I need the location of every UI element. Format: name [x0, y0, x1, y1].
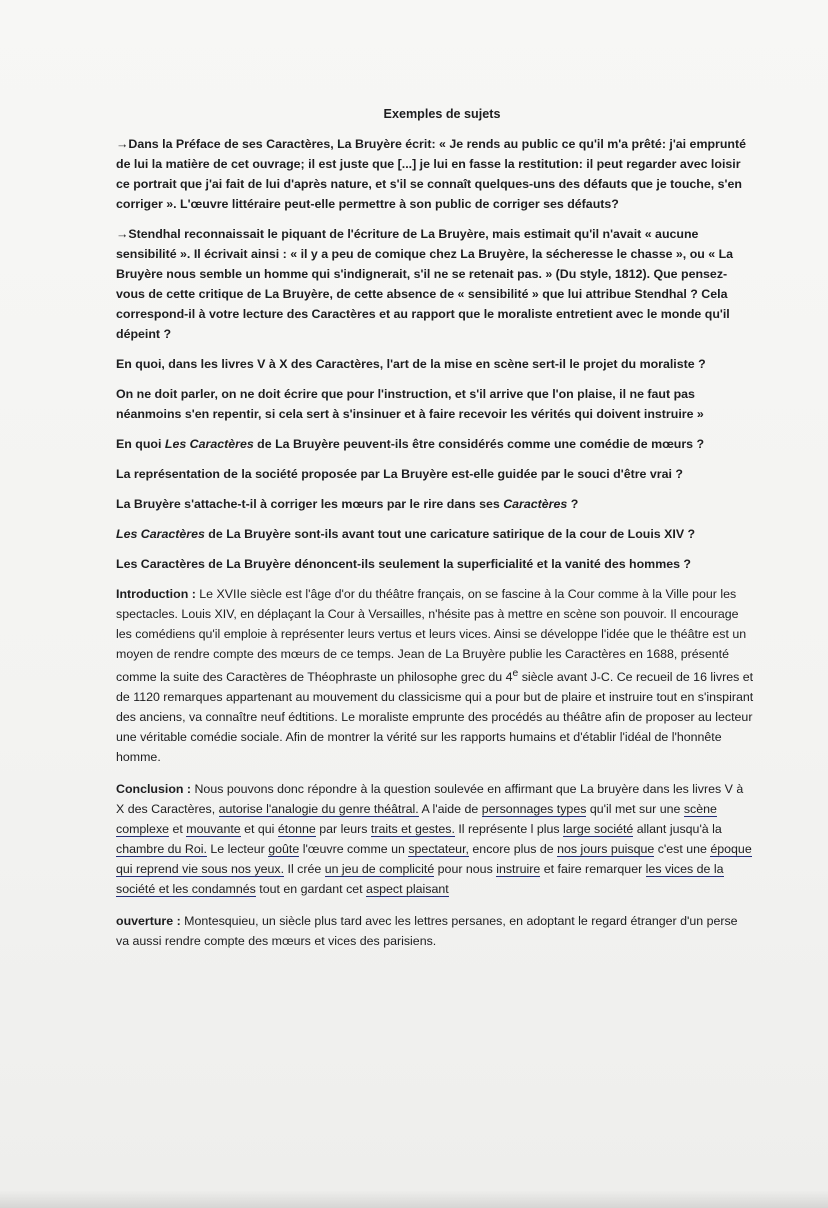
pen-underline: chambre du Roi.: [116, 842, 207, 857]
conclusion-paragraph: Conclusion : Nous pouvons donc répondre à la question soulevée en affirmant que La bruyère dans les livres V à X des Caractères, autorise l'analogie du genre théâtral. A l'aide de personnages types qu'il met sur une scène complexe et mouvante et qui étonne par leurs traits et gestes. Il représente l plus large société allant jusqu'à la chambre du Roi. Le lecteur goûte l'œuvre comme un spectateur, encore plus de nos jours puisque c'est une époque qui reprend vie sous nos yeux. Il crée un jeu de complicité pour nous instruire et faire remarquer les vices de la société et les condamnés tout en gardant cet aspect plaisant: [116, 782, 752, 897]
subject-5: En quoi Les Caractères de La Bruyère peuvent-ils être considérés comme une comédie de mœurs ?: [116, 437, 705, 451]
subject-7: La Bruyère s'attache-t-il à corriger les mœurs par le rire dans ses Caractères ?: [116, 497, 579, 511]
pen-underline: spectateur,: [408, 842, 469, 857]
arrow-icon: →: [116, 227, 129, 241]
pen-underline: un jeu de complicité: [324, 862, 435, 877]
pen-underline: personnages types: [481, 802, 587, 817]
pen-underline: mouvante: [186, 822, 241, 837]
pen-underline: large société: [563, 822, 634, 837]
pen-underline: instruire: [496, 862, 541, 877]
conclusion-label: Conclusion :: [116, 782, 192, 797]
introduction-label: Introduction :: [116, 587, 196, 601]
pen-underline: époque qui reprend vie sous nos yeux.: [116, 842, 752, 877]
subject-4: On ne doit parler, on ne doit écrire que pour l'instruction, et s'il arrive que l'on plaise, il ne faut pas néanmoins s'en repentir, si cela sert à s'insinuer et à faire recevoir les vérités qui doivent instruire »: [116, 387, 704, 421]
pen-underline: scène complexe: [116, 802, 717, 837]
pen-underline: étonne: [277, 822, 316, 837]
page-title: Exemples de sujets: [383, 107, 501, 121]
ouverture-label: ouverture :: [116, 914, 181, 929]
document-body: [116, 104, 754, 963]
ouverture-paragraph: ouverture : Montesquieu, un siècle plus tard avec les lettres persanes, en adoptant le regard étranger d'un perse va aussi rendre compte des mœurs et vices des parisiens.: [116, 914, 738, 949]
subject-9: Les Caractères de La Bruyère dénoncent-ils seulement la superficialité et la vanité des hommes ?: [116, 557, 692, 571]
pen-underline: autorise l'analogie du genre théâtral.: [218, 802, 419, 817]
pen-underline: les vices de la société et les condamnés: [116, 862, 724, 897]
arrow-icon: →: [116, 137, 129, 151]
subject-6: La représentation de la société proposée par La Bruyère est-elle guidée par le souci d'être vrai ?: [116, 467, 683, 481]
subject-2: →Stendhal reconnaissait le piquant de l'écriture de La Bruyère, mais estimait qu'il n'avait « aucune sensibilité ». Il écrivait ainsi : « il y a peu de comique chez La Bruyère, la sécheresse le chasse », ou « La Bruyère nous semble un homme qui s'indignerait, s'il ne se retenait pas. » (Du style, 1812). Que pensez-vous de cette critique de La Bruyère, de cette absence de « sensibilité » que lui attribue Stendhal ? Cela correspond-il à votre lecture des Caractères et au rapport que le moraliste entretient avec le monde qu'il dépeint ?: [116, 227, 734, 341]
pen-underline: goûte: [268, 842, 300, 857]
pen-underline: nos jours puisque: [557, 842, 655, 857]
pen-underline: aspect plaisant: [366, 882, 449, 897]
introduction-paragraph: Introduction : Le XVIIe siècle est l'âge d'or du théâtre français, on se fascine à la Cour comme à la Ville pour les spectacles. Louis XIV, en déplaçant la Cour à Versailles, n'hésite pas à mettre en scène son pouvoir. Il encourage les comédiens qu'il emploie à représenter leurs vertus et leurs vices. Ainsi se développe l'idée que le théâtre est un moyen de rendre compte des mœurs de ce temps. Jean de La Bruyère publie les Caractères en 1688, présenté comme la suite des Caractères de Théophraste un philosophe grec du 4e siècle avant J-C. Ce recueil de 16 livres et de 1120 remarques appartenant au mouvement du classicisme qui a pour but de plaire et instruire tout en s'inspirant des anciens, va connaître neuf édtitions. Le moraliste emprunte des procédés au théâtre afin de proposer au lecteur une véritable comédie sociale. Afin de montrer la vérité sur les rapports humains et d'établir l'idéal de l'honnête homme.: [116, 587, 754, 765]
subject-1: →Dans la Préface de ses Caractères, La Bruyère écrit: « Je rends au public ce qu'il m'a prêté: j'ai emprunté de lui la matière de cet ouvrage; il est juste que [...] je lui en fasse la restitution: il peut regarder avec loisir ce portrait que j'ai fait de lui d'après nature, et s'il se connaît quelques-uns des défauts que je touche, s'en corriger ». L'œuvre littéraire peut-elle permettre à son public de corriger ses défauts?: [116, 137, 747, 211]
subject-8: Les Caractères de La Bruyère sont-ils avant tout une caricature satirique de la cour de Louis XIV ?: [116, 527, 696, 541]
subject-3: En quoi, dans les livres V à X des Caractères, l'art de la mise en scène sert-il le projet du moraliste ?: [116, 357, 706, 371]
pen-underline: traits et gestes.: [370, 822, 455, 837]
